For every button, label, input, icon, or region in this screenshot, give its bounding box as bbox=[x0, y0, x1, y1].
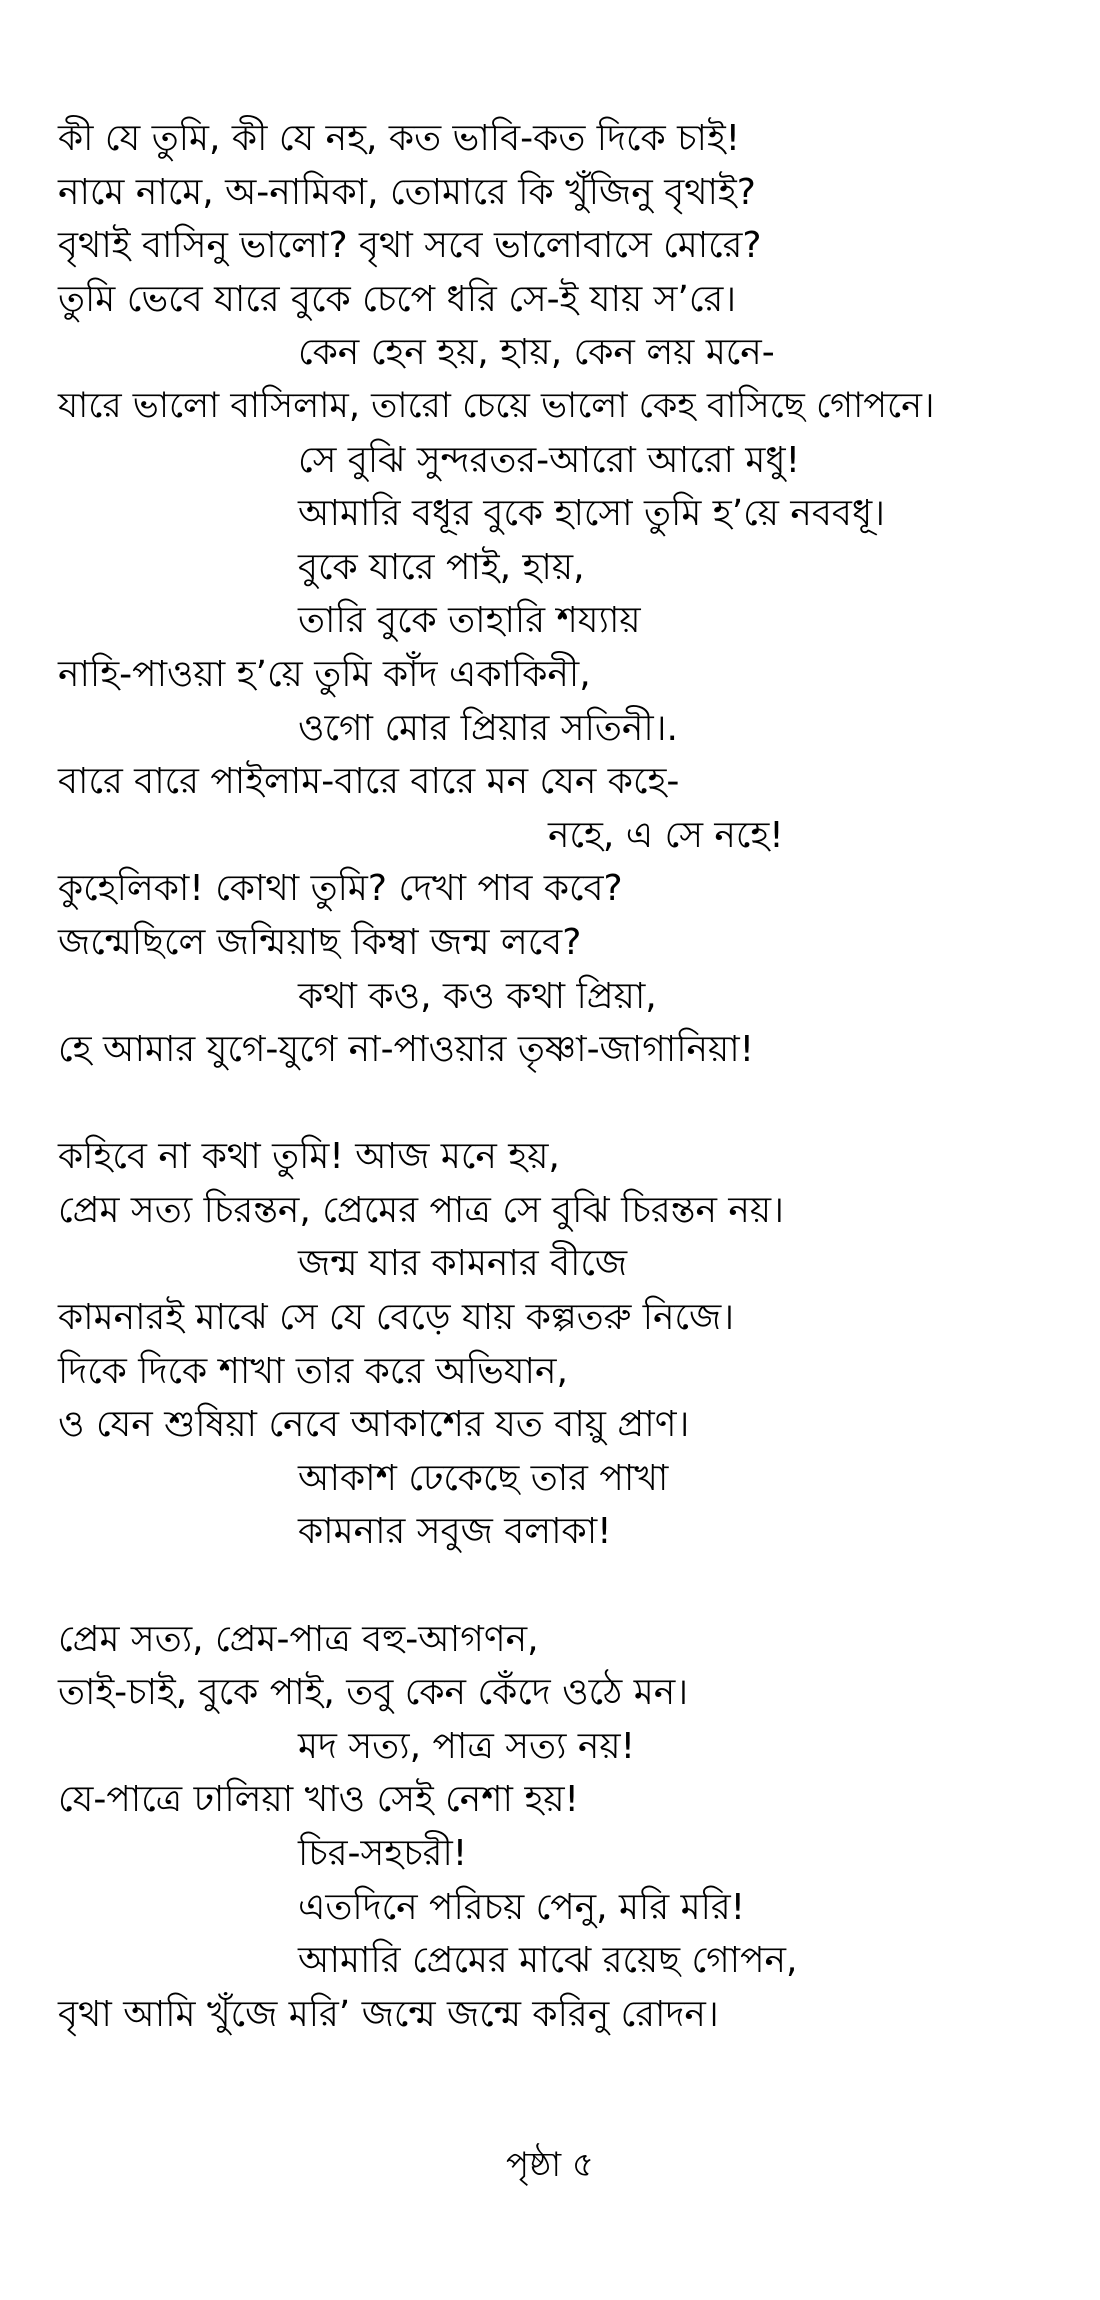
poem-line: কেন হেন হয়, হায়, কেন লয় মনে- bbox=[298, 332, 775, 374]
poem-line: কহিবে না কথা তুমি! আজ মনে হয়, bbox=[58, 1136, 560, 1178]
poem-line: আকাশ ঢেকেছে তার পাখা bbox=[298, 1457, 669, 1499]
poem-line: প্রেম সত্য, প্রেম-পাত্র বহু-আগণন, bbox=[58, 1618, 539, 1660]
poem-line: আমারি বধূর বুকে হাসো তুমি হ’য়ে নববধূ। bbox=[298, 493, 886, 535]
poem-line: জন্মেছিলে জন্মিয়াছ কিম্বা জন্ম লবে? bbox=[58, 921, 582, 963]
page-number: পৃষ্ঠা ৫ bbox=[506, 2145, 594, 2185]
poem-line: নহে, এ সে নহে! bbox=[548, 814, 784, 856]
poem-line: বৃথাই বাসিনু ভালো? বৃথা সবে ভালোবাসে মোরে? bbox=[58, 225, 762, 267]
poem-line: বুকে যারে পাই, হায়, bbox=[298, 546, 585, 588]
stanza-break bbox=[58, 1559, 1078, 1613]
poem-line: যে-পাত্রে ঢালিয়া খাও সেই নেশা হয়! bbox=[58, 1779, 579, 1821]
poem-line: তুমি ভেবে যারে বুকে চেপে ধরি সে-ই যায় স’রে। bbox=[58, 278, 737, 320]
poem-line: কামনারই মাঝে সে যে বেড়ে যায় কল্পতরু নিজে। bbox=[58, 1297, 735, 1339]
poem-line: তাই-চাই, বুকে পাই, তবু কেন কেঁদে ওঠে মন। bbox=[58, 1672, 689, 1714]
poem-line: চির-সহচরী! bbox=[298, 1833, 468, 1874]
poem-line: কামনার সবুজ বলাকা! bbox=[298, 1511, 612, 1553]
poem-line: প্রেম সত্য চিরন্তন, প্রেমের পাত্র সে বুঝি চিরন্তন নয়। bbox=[58, 1189, 784, 1231]
poem-line: জন্ম যার কামনার বীজে bbox=[298, 1243, 628, 1285]
poem-line: দিকে দিকে শাখা তার করে অভিযান, bbox=[58, 1350, 568, 1392]
poem-line: যারে ভালো বাসিলাম, তারো চেয়ে ভালো কেহ বাসিছে গোপনে। bbox=[58, 385, 935, 426]
poem-line: ওগো মোর প্রিয়ার সতিনী।. bbox=[298, 707, 678, 749]
poem-line: কী যে তুমি, কী যে নহ, কত ভাবি-কত দিকে চাই! bbox=[58, 118, 741, 159]
poem-line: ও যেন শুষিয়া নেবে আকাশের যত বায়ু প্রাণ। bbox=[58, 1404, 690, 1446]
poem-line: কুহেলিকা! কোথা তুমি? দেখা পাব কবে? bbox=[58, 868, 623, 910]
poem-line: বৃথা আমি খুঁজে মরি’ জন্মে জন্মে করিনু রোদন। bbox=[58, 1993, 719, 2035]
poem-line: এতদিনে পরিচয় পেনু, মরি মরি! bbox=[298, 1886, 746, 1928]
poem-line: নাহি-পাওয়া হ’য়ে তুমি কাঁদ একাকিনী, bbox=[58, 653, 591, 695]
stanza-break bbox=[58, 1077, 1078, 1131]
poem-line: হে আমার যুগে-যুগে না-পাওয়ার তৃষ্ণা-জাগানিয়া! bbox=[58, 1029, 755, 1071]
poem-line: সে বুঝি সুন্দরতর-আরো আরো মধু! bbox=[298, 439, 801, 481]
poem-line: কথা কও, কও কথা প্রিয়া, bbox=[298, 975, 657, 1017]
poem-line: বারে বারে পাইলাম-বারে বারে মন যেন কহে- bbox=[58, 761, 680, 803]
poem-line: তারি বুকে তাহারি শয্যায় bbox=[298, 600, 641, 642]
poem-line: নামে নামে, অ-নামিকা, তোমারে কি খুঁজিনু বৃথাই? bbox=[58, 171, 756, 213]
poem-body bbox=[58, 112, 1078, 2041]
poem-line: মদ সত্য, পাত্র সত্য নয়! bbox=[298, 1725, 636, 1767]
poem-line: আমারি প্রেমের মাঝে রয়েছ গোপন, bbox=[298, 1940, 798, 1982]
